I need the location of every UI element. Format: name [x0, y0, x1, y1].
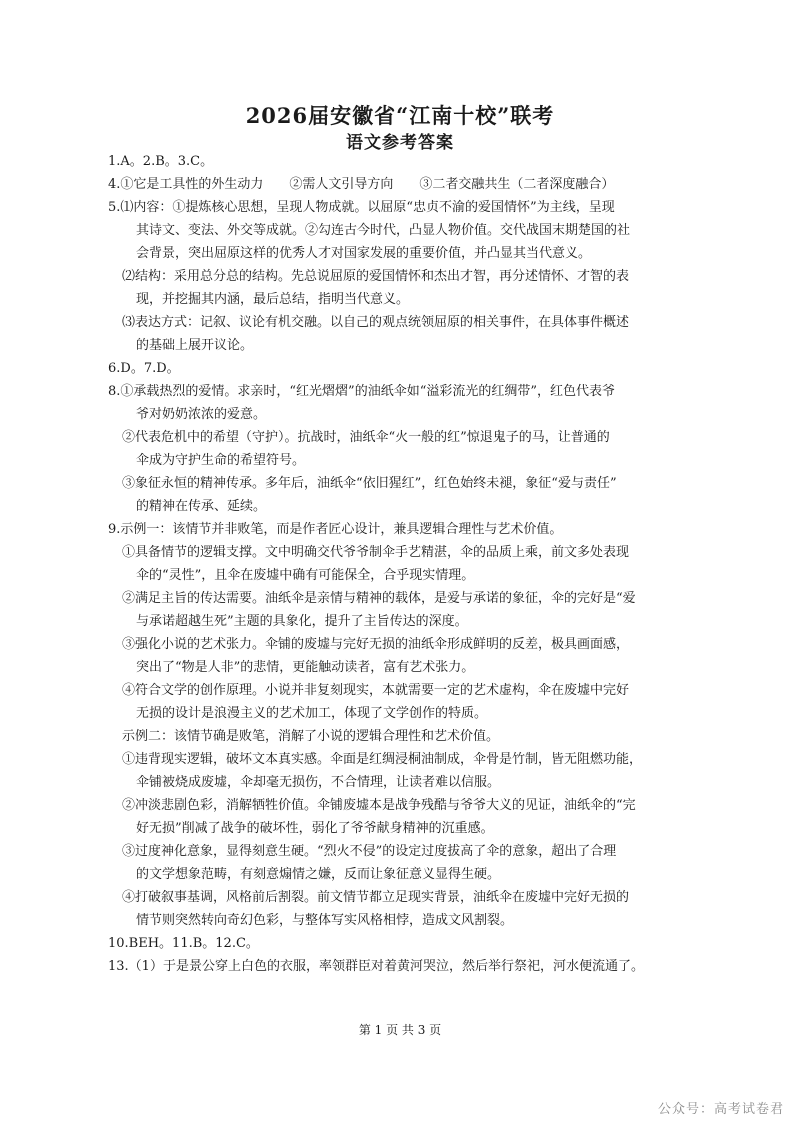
answer-line: 与承诺超越生死”主题的具象化，提升了主旨传达的深度。	[136, 614, 468, 629]
document-subtitle: 语文参考答案	[346, 133, 454, 153]
answer-line: 伞的“灵性”，且伞在废墟中确有可能保全，合乎现实情理。	[136, 568, 475, 583]
answer-line: 的基础上展开议论。	[136, 338, 254, 353]
answer-line: ③过度神化意象，显得刻意生硬。“烈火不侵”的设定过度拔高了伞的意象，超出了合理	[122, 844, 617, 859]
answer-line: 好无损”削减了战争的破坏性，弱化了爷爷献身精神的沉重感。	[136, 821, 494, 836]
answer-line: 4.①它是工具性的外生动力 ②需人文引导方向 ③二者交融共生（二者深度融合）	[108, 177, 615, 192]
page-footer: 第 1 页 共 3 页	[358, 1023, 442, 1037]
answer-line: 的精神在传承、延续。	[136, 499, 267, 514]
answer-line: 现，并挖掘其内涵，最后总结，指明当代意义。	[136, 292, 410, 307]
answer-line: ①违背现实逻辑，破坏文本真实感。伞面是红绸浸桐油制成，伞骨是竹制，皆无阻燃功能，	[122, 752, 643, 767]
answer-content	[108, 150, 688, 978]
answer-line: 13.（1）于是景公穿上白色的衣服，率领群臣对着黄河哭泣，然后举行祭祀，河水便流通了。	[108, 959, 644, 974]
answer-line: 其诗文、变法、外交等成就。②勾连古今时代，凸显人物价值。交代战国末期楚国的社	[136, 223, 631, 238]
answer-line: 突出了“物是人非”的悲情，更能触动读者，富有艺术张力。	[136, 660, 475, 675]
answer-line: 的文学想象范畴，有刻意煽情之嫌，反而让象征意义显得生硬。	[136, 867, 501, 882]
answer-line: ⑵结构：采用总分总的结构。先总说屈原的爱国情怀和杰出才智，再分述情怀、才智的表	[122, 269, 630, 284]
answer-line: ⑶表达方式：记叙、议论有机交融。以自己的观点统领屈原的相关事件，在具体事件概述	[122, 315, 630, 330]
answer-line: ②满足主旨的传达需要。油纸伞是亲情与精神的载体，是爱与承诺的象征，伞的完好是“爱	[122, 591, 636, 606]
answer-line: 6.D。7.D。	[108, 361, 180, 376]
answer-line: 10.BEH。11.B。12.C。	[108, 936, 259, 951]
answer-line: ②代表危机中的希望（守护）。抗战时，油纸伞“火一般的红”惊退鬼子的马，让普通的	[122, 430, 610, 445]
answer-line: 1.A。2.B。3.C。	[108, 154, 214, 169]
answer-line: ①具备情节的逻辑支撑。文中明确交代爷爷制伞手艺精湛，伞的品质上乘，前文多处表现	[122, 545, 630, 560]
answer-line: 示例二：该情节确是败笔，消解了小说的逻辑合理性和艺术价值。	[122, 729, 500, 744]
answer-line: 爷对奶奶浓浓的爱意。	[136, 407, 267, 422]
answer-line: 情节则突然转向奇幻色彩，与整体写实风格相悖，造成文风割裂。	[136, 913, 514, 928]
answer-line: 伞铺被烧成废墟，伞却毫无损伤，不合情理，让读者难以信服。	[136, 775, 501, 790]
answer-line: 8.①承载热烈的爱情。求亲时，“红光熠熠”的油纸伞如“溢彩流光的红绸带”，红色代表爷	[108, 384, 615, 399]
answer-line: 无损的设计是浪漫主义的艺术加工，体现了文学创作的特质。	[136, 706, 488, 721]
answer-line: ④符合文学的创作原理。小说并非复刻现实，本就需要一定的艺术虚构，伞在废墟中完好	[122, 683, 630, 698]
answer-line: ③强化小说的艺术张力。伞铺的废墟与完好无损的油纸伞形成鲜明的反差，极具画面感，	[122, 637, 630, 652]
answer-line: 9.示例一：该情节并非败笔，而是作者匠心设计，兼具逻辑合理性与艺术价值。	[108, 522, 563, 537]
document-title: 2026届安徽省“江南十校”联考	[245, 103, 555, 128]
answer-line: 伞成为守护生命的希望符号。	[136, 453, 306, 468]
answer-line: 会背景，突出屈原这样的优秀人才对国家发展的重要价值，并凸显其当代意义。	[136, 246, 592, 261]
answer-line: ②冲淡悲剧色彩，消解牺牲价值。伞铺废墟本是战争残酷与爷爷大义的见证，油纸伞的“完	[122, 798, 636, 813]
answer-line: 5.⑴内容：①提炼核心思想，呈现人物成就。以屈原“忠贞不渝的爱国情怀”为主线，呈现	[108, 200, 615, 215]
watermark: 公众号：高考试卷君	[657, 1102, 784, 1117]
answer-line: ③象征永恒的精神传承。多年后，油纸伞“依旧猩红”，红色始终未褪，象征“爱与责任”	[122, 476, 617, 491]
answer-line: ④打破叙事基调，风格前后割裂。前文情节都立足现实背景，油纸伞在废墟中完好无损的	[122, 890, 630, 905]
